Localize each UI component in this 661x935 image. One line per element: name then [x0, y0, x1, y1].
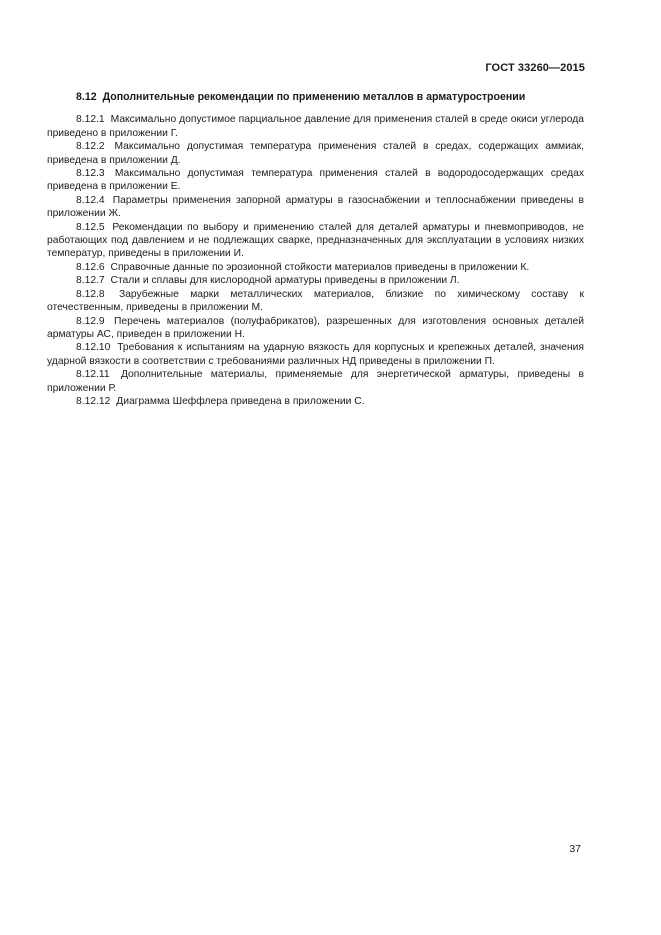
- paragraph-8-12-3: [47, 167, 584, 194]
- paragraph-8-12-2: [47, 140, 584, 167]
- paragraph-8-12-6: [47, 261, 584, 274]
- paragraph-8-12-8: [47, 288, 584, 315]
- paragraph-number: 8.12.6: [76, 261, 105, 273]
- paragraph-8-12-7: [47, 274, 584, 287]
- page-number: 37: [569, 843, 581, 855]
- paragraph-8-12-4: [47, 194, 584, 221]
- paragraph-8-12-1: [47, 113, 584, 140]
- page-content: [47, 91, 584, 408]
- paragraph-8-12-11: [47, 368, 584, 395]
- paragraph-text: Максимально допустимая температура применения сталей в средах, содержащих аммиак, приведена в приложении Д.: [47, 141, 584, 166]
- paragraph-text: Стали и сплавы для кислородной арматуры приведены в приложении Л.: [110, 275, 460, 287]
- paragraph-text: Максимально допустимая температура применения сталей в водородосодержащих средах приведена в приложении Е.: [47, 168, 584, 193]
- paragraph-number: 8.12.4: [76, 194, 105, 206]
- paragraph-text: Требования к испытаниям на ударную вязкость для корпусных и крепежных деталей, значения ударной вязкости в соответствии с требованиями различных НД приведены в приложении П.: [47, 342, 584, 367]
- paragraph-number: 8.12.5: [76, 221, 105, 233]
- paragraph-number: 8.12.3: [76, 168, 105, 180]
- paragraph-8-12-5: [47, 221, 584, 261]
- paragraph-number: 8.12.9: [76, 315, 105, 327]
- paragraph-number: 8.12.12: [76, 395, 111, 407]
- paragraph-text: Рекомендации по выбору и применению сталей для деталей арматуры и пневмоприводов, не работающих под давлением и не подлежащих сварке, предназначенных для эксплуатации в условиях низких температур, приведены в приложении И.: [47, 221, 584, 260]
- paragraph-text: Диаграмма Шеффлера приведена в приложении С.: [116, 395, 365, 407]
- section-title: Дополнительные рекомендации по применению металлов в арматуростроении: [102, 91, 526, 103]
- paragraph-number: 8.12.1: [76, 114, 105, 126]
- paragraph-8-12-9: [47, 315, 584, 342]
- paragraph-number: 8.12.7: [76, 275, 105, 287]
- paragraph-text: Справочные данные по эрозионной стойкости материалов приведены в приложении К.: [110, 261, 530, 273]
- section-heading: [47, 91, 584, 104]
- standard-designation: ГОСТ 33260—2015: [485, 62, 585, 74]
- paragraph-text: Параметры применения запорной арматуры в газоснабжении и теплоснабжении приведены в приложении Ж.: [47, 194, 584, 220]
- paragraph-8-12-12: [47, 395, 584, 408]
- paragraph-text: Зарубежные марки металлических материалов, близкие по химическому составу к отечественным, приведены в приложении М.: [47, 288, 584, 314]
- paragraph-8-12-10: [47, 341, 584, 368]
- paragraph-text: Максимально допустимое парциальное давление для применения сталей в среде окиси углерода приведено в приложении Г.: [47, 114, 584, 139]
- paragraph-text: Перечень материалов (полуфабрикатов), разрешенных для изготовления основных деталей арматуры АС, приведен в приложении Н.: [47, 315, 584, 340]
- paragraph-text: Дополнительные материалы, применяемые для энергетической арматуры, приведены в приложении Р.: [47, 369, 584, 394]
- paragraph-number: 8.12.8: [76, 288, 105, 300]
- paragraph-number: 8.12.11: [76, 369, 110, 381]
- paragraph-number: 8.12.10: [76, 342, 111, 354]
- paragraph-number: 8.12.2: [76, 141, 105, 153]
- section-number: 8.12: [76, 91, 97, 103]
